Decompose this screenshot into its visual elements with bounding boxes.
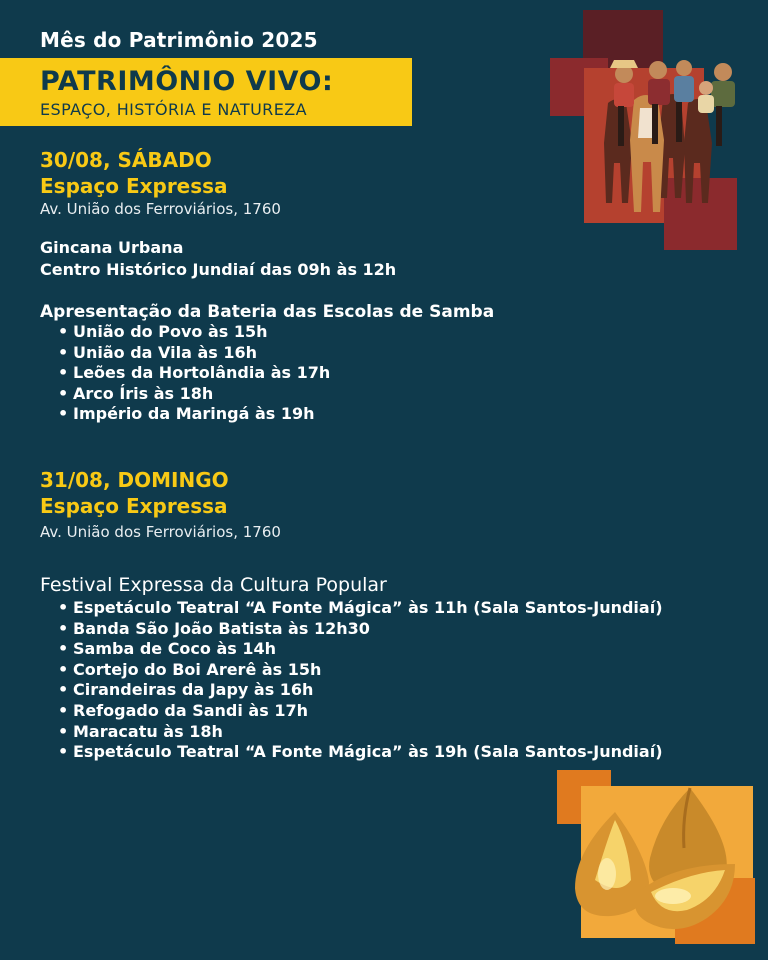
list-item: • Refogado da Sandi às 17h	[40, 701, 663, 722]
list-item: • Arco Íris às 18h	[40, 384, 330, 405]
list-item: • Espetáculo Teatral “A Fonte Mágica” às 19h (Sala Santos-Jundiaí)	[40, 742, 663, 763]
list-item: • Maracatu às 18h	[40, 722, 663, 743]
banner-title: PATRIMÔNIO VIVO:	[40, 66, 334, 97]
saturday-venue: Espaço Expressa	[40, 174, 228, 198]
list-item: • Império da Maringá às 19h	[40, 404, 330, 425]
samba-list	[40, 322, 330, 425]
event-title: Mês do Patrimônio 2025	[40, 28, 318, 52]
list-item: • União do Povo às 15h	[40, 322, 330, 343]
list-item: • Samba de Coco às 14h	[40, 639, 663, 660]
list-item: • Cirandeiras da Japy às 16h	[40, 680, 663, 701]
list-item: • Espetáculo Teatral “A Fonte Mágica” às 11h (Sala Santos-Jundiaí)	[40, 598, 663, 619]
saturday-date: 30/08, SÁBADO	[40, 148, 212, 172]
sunday-date: 31/08, DOMINGO	[40, 468, 229, 492]
gincana-title: Gincana Urbana	[40, 238, 184, 257]
coxinha-icon	[555, 768, 757, 946]
gincana-detail: Centro Histórico Jundiaí das 09h às 12h	[40, 260, 397, 279]
list-item: • União da Vila às 16h	[40, 343, 330, 364]
sunday-venue: Espaço Expressa	[40, 494, 228, 518]
festival-title: Festival Expressa da Cultura Popular	[40, 574, 387, 596]
list-item: • Cortejo do Boi Arerê às 15h	[40, 660, 663, 681]
festival-list	[40, 598, 663, 763]
samba-title: Apresentação da Bateria das Escolas de Samba	[40, 302, 495, 322]
saturday-address: Av. União dos Ferroviários, 1760	[40, 200, 281, 218]
horse-riders-icon	[548, 8, 740, 254]
list-item: • Banda São João Batista às 12h30	[40, 619, 663, 640]
list-item: • Leões da Hortolândia às 17h	[40, 363, 330, 384]
sunday-address: Av. União dos Ferroviários, 1760	[40, 523, 281, 541]
banner-subtitle: ESPAÇO, HISTÓRIA E NATUREZA	[40, 100, 307, 119]
